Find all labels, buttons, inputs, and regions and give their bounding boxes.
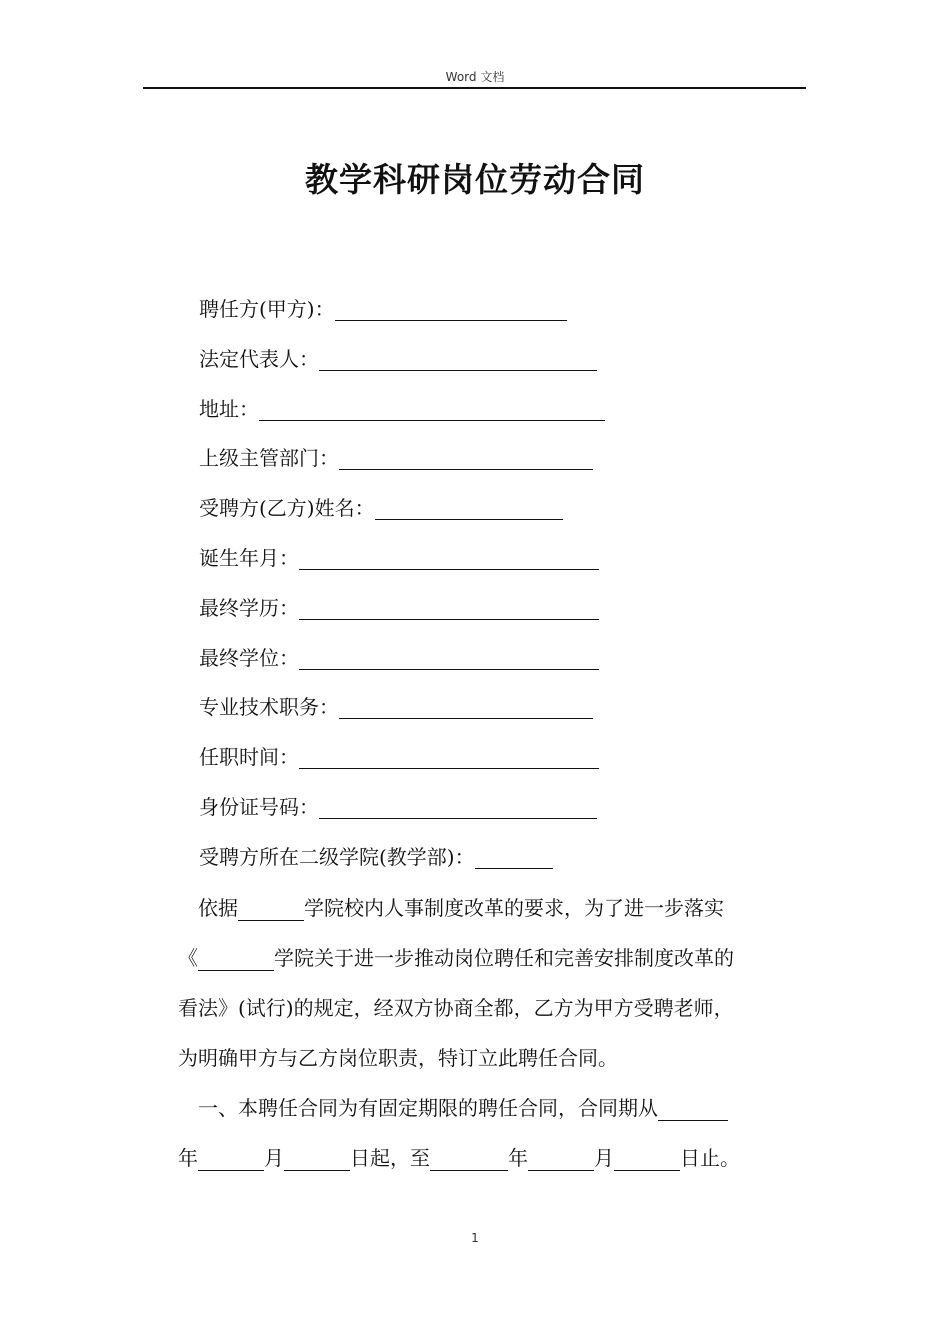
field-label: 受聘方所在二级学院(教学部)：: [199, 844, 475, 869]
paragraph-line: 看法》(试行)的规定，经双方协商全都，乙方为甲方受聘老师，: [178, 996, 734, 1020]
paragraph-text: 月: [594, 1146, 614, 1170]
field-label: 诞生年月：: [199, 545, 299, 570]
field-label: 受聘方(乙方)姓名：: [199, 496, 375, 521]
field-id-number: [199, 784, 605, 834]
fill-blank[interactable]: [259, 396, 605, 421]
paragraph-text: 年: [178, 1146, 198, 1170]
document-title: 教学科研岗位劳动合同: [305, 160, 645, 199]
field-label: 最终学历：: [199, 595, 299, 620]
fill-blank[interactable]: [198, 1148, 264, 1171]
fill-blank[interactable]: [299, 545, 599, 570]
page-number: 1: [471, 1231, 479, 1245]
fill-blank[interactable]: [475, 844, 553, 869]
paragraph-text: 学院关于进一步推动岗位聘任和完善安排制度改革的: [274, 946, 734, 970]
field-label: 最终学位：: [199, 645, 299, 670]
field-supervising-department: [199, 435, 605, 485]
header-divider: [143, 87, 806, 89]
paragraph-text: 年: [508, 1146, 528, 1170]
field-label: 身份证号码：: [199, 794, 319, 819]
fill-blank[interactable]: [339, 694, 593, 719]
paragraph-line: [178, 1083, 798, 1133]
paragraph-text: 一、本聘任合同为有固定期限的聘任合同，合同期从: [198, 1096, 658, 1120]
fill-blank[interactable]: [319, 346, 597, 371]
field-professional-title: [199, 684, 605, 734]
fill-blank[interactable]: [319, 794, 597, 819]
field-employee-name: [199, 485, 605, 535]
field-education: [199, 585, 605, 635]
fill-blank[interactable]: [335, 296, 567, 321]
field-label: 专业技术职务：: [199, 695, 339, 720]
field-employer: [199, 286, 605, 336]
field-address: [199, 386, 605, 436]
field-tenure: [199, 734, 605, 784]
paragraph-line: 为明确甲方与乙方岗位职责，特订立此聘任合同。: [178, 1046, 618, 1070]
form-fields: [199, 286, 605, 884]
field-degree: [199, 635, 605, 685]
paragraph-text: 月: [264, 1146, 284, 1170]
fill-blank[interactable]: [299, 595, 599, 620]
paragraph-text: 日止。: [680, 1146, 740, 1170]
page-header: Word 文档: [445, 70, 505, 84]
fill-blank[interactable]: [238, 898, 304, 921]
field-birth-date: [199, 535, 605, 585]
paragraph-text: 依据: [198, 896, 238, 920]
paragraph-line: [178, 883, 798, 933]
field-label: 上级主管部门：: [199, 446, 339, 471]
fill-blank[interactable]: [528, 1148, 594, 1171]
field-label: 任职时间：: [199, 745, 299, 770]
paragraph-text: 《: [178, 946, 198, 970]
intro-paragraph: [178, 883, 798, 1083]
field-college: [199, 834, 605, 884]
paragraph-text: 日起，至: [350, 1146, 430, 1170]
fill-blank[interactable]: [284, 1148, 350, 1171]
field-label: 聘任方(甲方)：: [199, 297, 335, 321]
fill-blank[interactable]: [375, 495, 563, 520]
fill-blank[interactable]: [614, 1148, 680, 1171]
fill-blank[interactable]: [198, 948, 274, 971]
paragraph-line: [178, 1133, 798, 1183]
field-legal-representative: [199, 336, 605, 386]
fill-blank[interactable]: [299, 744, 599, 769]
fill-blank[interactable]: [299, 645, 599, 670]
fill-blank[interactable]: [658, 1098, 728, 1121]
field-label: 地址：: [199, 396, 259, 421]
paragraph-text: 学院校内人事制度改革的要求，为了进一步落实: [304, 896, 724, 920]
fill-blank[interactable]: [430, 1148, 508, 1171]
fill-blank[interactable]: [339, 445, 593, 470]
paragraph-line: [178, 933, 798, 983]
term-paragraph: [178, 1083, 798, 1183]
field-label: 法定代表人：: [199, 346, 319, 371]
